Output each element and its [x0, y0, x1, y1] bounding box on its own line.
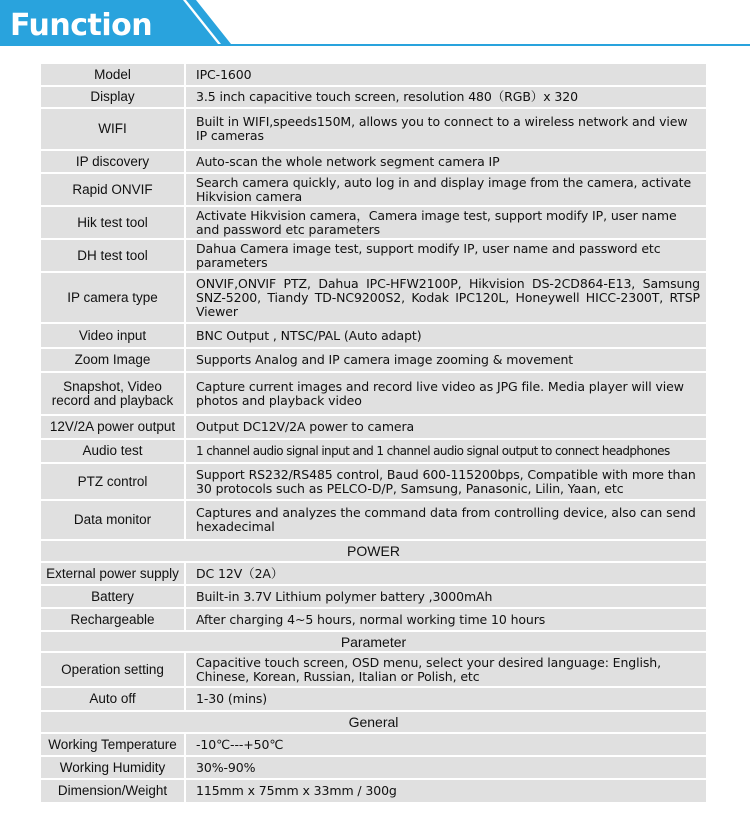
row-value: Search camera quickly, auto log in and display image from the camera, activate Hikvision camera — [186, 174, 706, 207]
table-row — [41, 757, 706, 780]
row-label: Data monitor — [41, 501, 186, 541]
section-heading-general: General — [41, 712, 706, 734]
row-label: Model — [41, 64, 186, 87]
row-value: 30%-90% — [186, 757, 706, 780]
row-value: BNC Output , NTSC/PAL (Auto adapt) — [186, 324, 706, 349]
row-value: IPC-1600 — [186, 64, 706, 87]
row-label: WIFI — [41, 109, 186, 151]
row-value: Output DC12V/2A power to camera — [186, 416, 706, 440]
row-value: Built in WIFI,speeds150M, allows you to connect to a wireless network and view IP cameras — [186, 109, 706, 151]
row-value: After charging 4~5 hours, normal working time 10 hours — [186, 609, 706, 632]
table-row — [41, 324, 706, 349]
table-row — [41, 501, 706, 541]
row-label: Display — [41, 87, 186, 109]
table-row — [41, 734, 706, 757]
row-value: Auto-scan the whole network segment camera IP — [186, 151, 706, 174]
row-label: DH test tool — [41, 240, 186, 273]
row-label: Audio test — [41, 440, 186, 464]
table-row — [41, 464, 706, 501]
row-label: Operation setting — [41, 653, 186, 688]
table-row — [41, 609, 706, 632]
row-label: Zoom Image — [41, 349, 186, 373]
table-row — [41, 373, 706, 416]
row-label: Rechargeable — [41, 609, 186, 632]
row-value: Activate Hikvision camera，Camera image test, support modify IP, user name and password etc parameters — [186, 207, 706, 240]
row-label: Video input — [41, 324, 186, 349]
table-row — [41, 64, 706, 87]
spec-table — [41, 64, 706, 804]
table-row — [41, 273, 706, 324]
section-row-general — [41, 712, 706, 734]
page-title: Function — [10, 8, 153, 43]
table-row — [41, 87, 706, 109]
row-label: Hik test tool — [41, 207, 186, 240]
row-value: 115mm x 75mm x 33mm / 300g — [186, 780, 706, 804]
section-row-power — [41, 541, 706, 563]
row-label: Working Humidity — [41, 757, 186, 780]
table-row — [41, 174, 706, 207]
row-label: Battery — [41, 586, 186, 609]
row-label: Auto off — [41, 688, 186, 712]
row-value: Captures and analyzes the command data from controlling device, also can send hexadecimal — [186, 501, 706, 541]
row-value: 1 channel audio signal input and 1 channel audio signal output to connect headphones — [186, 440, 706, 464]
table-row — [41, 688, 706, 712]
table-row — [41, 563, 706, 586]
table-row — [41, 109, 706, 151]
row-label: Dimension/Weight — [41, 780, 186, 804]
table-row — [41, 780, 706, 804]
row-value: Dahua Camera image test, support modify IP, user name and password etc parameters — [186, 240, 706, 273]
table-row — [41, 586, 706, 609]
row-value: DC 12V（2A） — [186, 563, 706, 586]
row-label: 12V/2A power output — [41, 416, 186, 440]
row-label: External power supply — [41, 563, 186, 586]
row-label: IP camera type — [41, 273, 186, 324]
row-label: PTZ control — [41, 464, 186, 501]
section-heading-parameter: Parameter — [41, 632, 706, 653]
row-value: Built-in 3.7V Lithium polymer battery ,3000mAh — [186, 586, 706, 609]
row-label: Rapid ONVIF — [41, 174, 186, 207]
section-heading-power: POWER — [41, 541, 706, 563]
row-label: Snapshot, Video record and playback — [41, 373, 186, 416]
table-row — [41, 207, 706, 240]
row-label: IP discovery — [41, 151, 186, 174]
row-value: Capacitive touch screen, OSD menu, select your desired language: English, Chinese, Korean, Russian, Italian or Polish, etc — [186, 653, 706, 688]
row-label: Working Temperature — [41, 734, 186, 757]
row-value: 3.5 inch capacitive touch screen, resolution 480（RGB）x 320 — [186, 87, 706, 109]
table-row — [41, 151, 706, 174]
row-value: -10℃---+50℃ — [186, 734, 706, 757]
section-row-parameter — [41, 632, 706, 653]
row-value: ONVIF,ONVIF PTZ, Dahua IPC-HFW2100P, Hikvision DS-2CD864-E13, Samsung SNZ-5200, Tiandy TD-NC9200S2, Kodak IPC120L, Honeywell HICC-2300T, RTSP Viewer — [186, 273, 706, 324]
row-value: Capture current images and record live video as JPG file. Media player will view photos and playback video — [186, 373, 706, 416]
table-row — [41, 440, 706, 464]
table-row — [41, 240, 706, 273]
table-row — [41, 416, 706, 440]
table-row — [41, 653, 706, 688]
row-value: Supports Analog and IP camera image zooming & movement — [186, 349, 706, 373]
function-banner — [0, 0, 750, 50]
table-row — [41, 349, 706, 373]
row-value: 1-30 (mins) — [186, 688, 706, 712]
row-value: Support RS232/RS485 control, Baud 600-115200bps, Compatible with more than 30 protocols such as PELCO-D/P, Samsung, Panasonic, Lilin, Yaan, etc — [186, 464, 706, 501]
